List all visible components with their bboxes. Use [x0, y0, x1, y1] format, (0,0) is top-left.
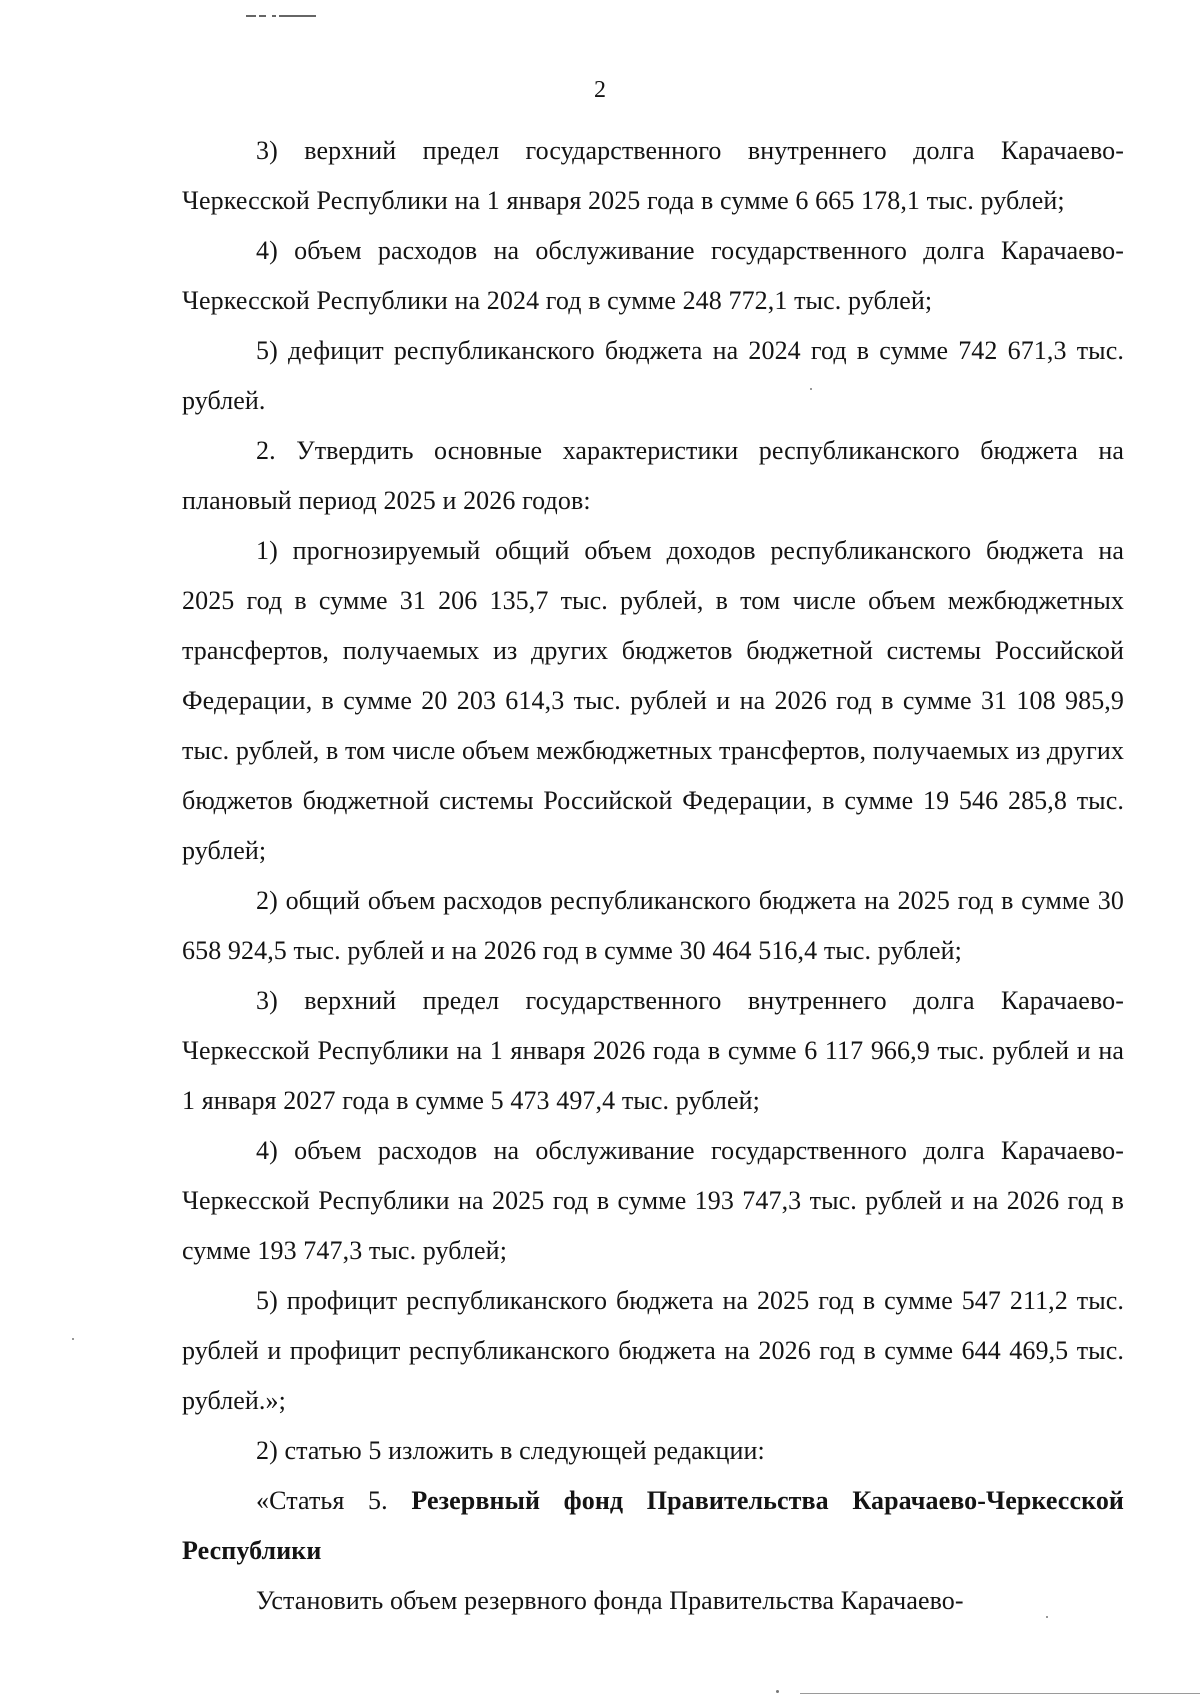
paragraph-revenue-2025-2026: 1) прогнозируемый общий объем доходов республиканского бюджета на 2025 год в сумме 31 206 135,7 тыс. рублей, в том числе объем межбюджетных трансфертов, получаемых из других бюджетов бюджетной системы Российской Федерации, в сумме 20 203 614,3 тыс. рублей и на 2026 год в сумме 31 108 985,9 тыс. рублей, в том числе объем межбюджетных трансфертов, получаемых из других бюджетов бюджетной системы Российской Федерации, в сумме 19 546 285,8 тыс. рублей;: [182, 536, 1124, 865]
paragraph-debt-limit-2026-2027: 3) верхний предел государственного внутреннего долга Карачаево-Черкесской Республики на 1 января 2026 года в сумме 6 117 966,9 тыс. рублей и на 1 января 2027 года в сумме 5 473 497,4 тыс. рублей;: [182, 986, 1124, 1115]
scan-speck: [776, 1690, 779, 1693]
paragraph-debt-limit-2025: 3) верхний предел государственного внутреннего долга Карачаево-Черкесской Республики на 1 января 2025 года в сумме 6 665 178,1 тыс. рублей;: [182, 136, 1124, 215]
document-body: [182, 126, 1124, 1626]
paragraph-planning-period: 2. Утвердить основные характеристики республиканского бюджета на плановый период 2025 и 2026 годов:: [182, 436, 1124, 515]
article-5-title: Резервный фонд Правительства Карачаево-Черкесской Республики: [182, 1486, 1124, 1565]
paragraph-deficit-2024: 5) дефицит республиканского бюджета на 2024 год в сумме 742 671,3 тыс. рублей.: [182, 336, 1124, 415]
article-5-label: «Статья 5.: [256, 1486, 412, 1515]
paragraph-surplus-2025-2026: 5) профицит республиканского бюджета на 2025 год в сумме 547 211,2 тыс. рублей и профицит республиканского бюджета на 2026 год в сумме 644 469,5 тыс. рублей.»;: [182, 1286, 1124, 1415]
page-number: 2: [594, 77, 606, 103]
scan-artifact-line: [800, 1693, 1200, 1694]
scan-speck: [810, 388, 812, 390]
paragraph-article-5-amendment: 2) статью 5 изложить в следующей редакции:: [256, 1436, 765, 1465]
scan-speck: [72, 1338, 74, 1340]
paragraph-expenses-2025-2026: 2) общий объем расходов республиканского бюджета на 2025 год в сумме 30 658 924,5 тыс. рублей и на 2026 год в сумме 30 464 516,4 тыс. рублей;: [182, 886, 1124, 965]
paragraph-debt-service-2025-2026: 4) объем расходов на обслуживание государственного долга Карачаево-Черкесской Республики на 2025 год в сумме 193 747,3 тыс. рублей и на 2026 год в сумме 193 747,3 тыс. рублей;: [182, 1136, 1124, 1265]
paragraph-debt-service-2024: 4) объем расходов на обслуживание государственного долга Карачаево-Черкесской Республики на 2024 год в сумме 248 772,1 тыс. рублей;: [182, 236, 1124, 315]
scan-speck: [1046, 1616, 1048, 1618]
scan-artifact-mark: [246, 14, 316, 18]
article-5-heading: [182, 1476, 1124, 1576]
paragraph-reserve-fund: Установить объем резервного фонда Правительства Карачаево-: [256, 1586, 964, 1615]
